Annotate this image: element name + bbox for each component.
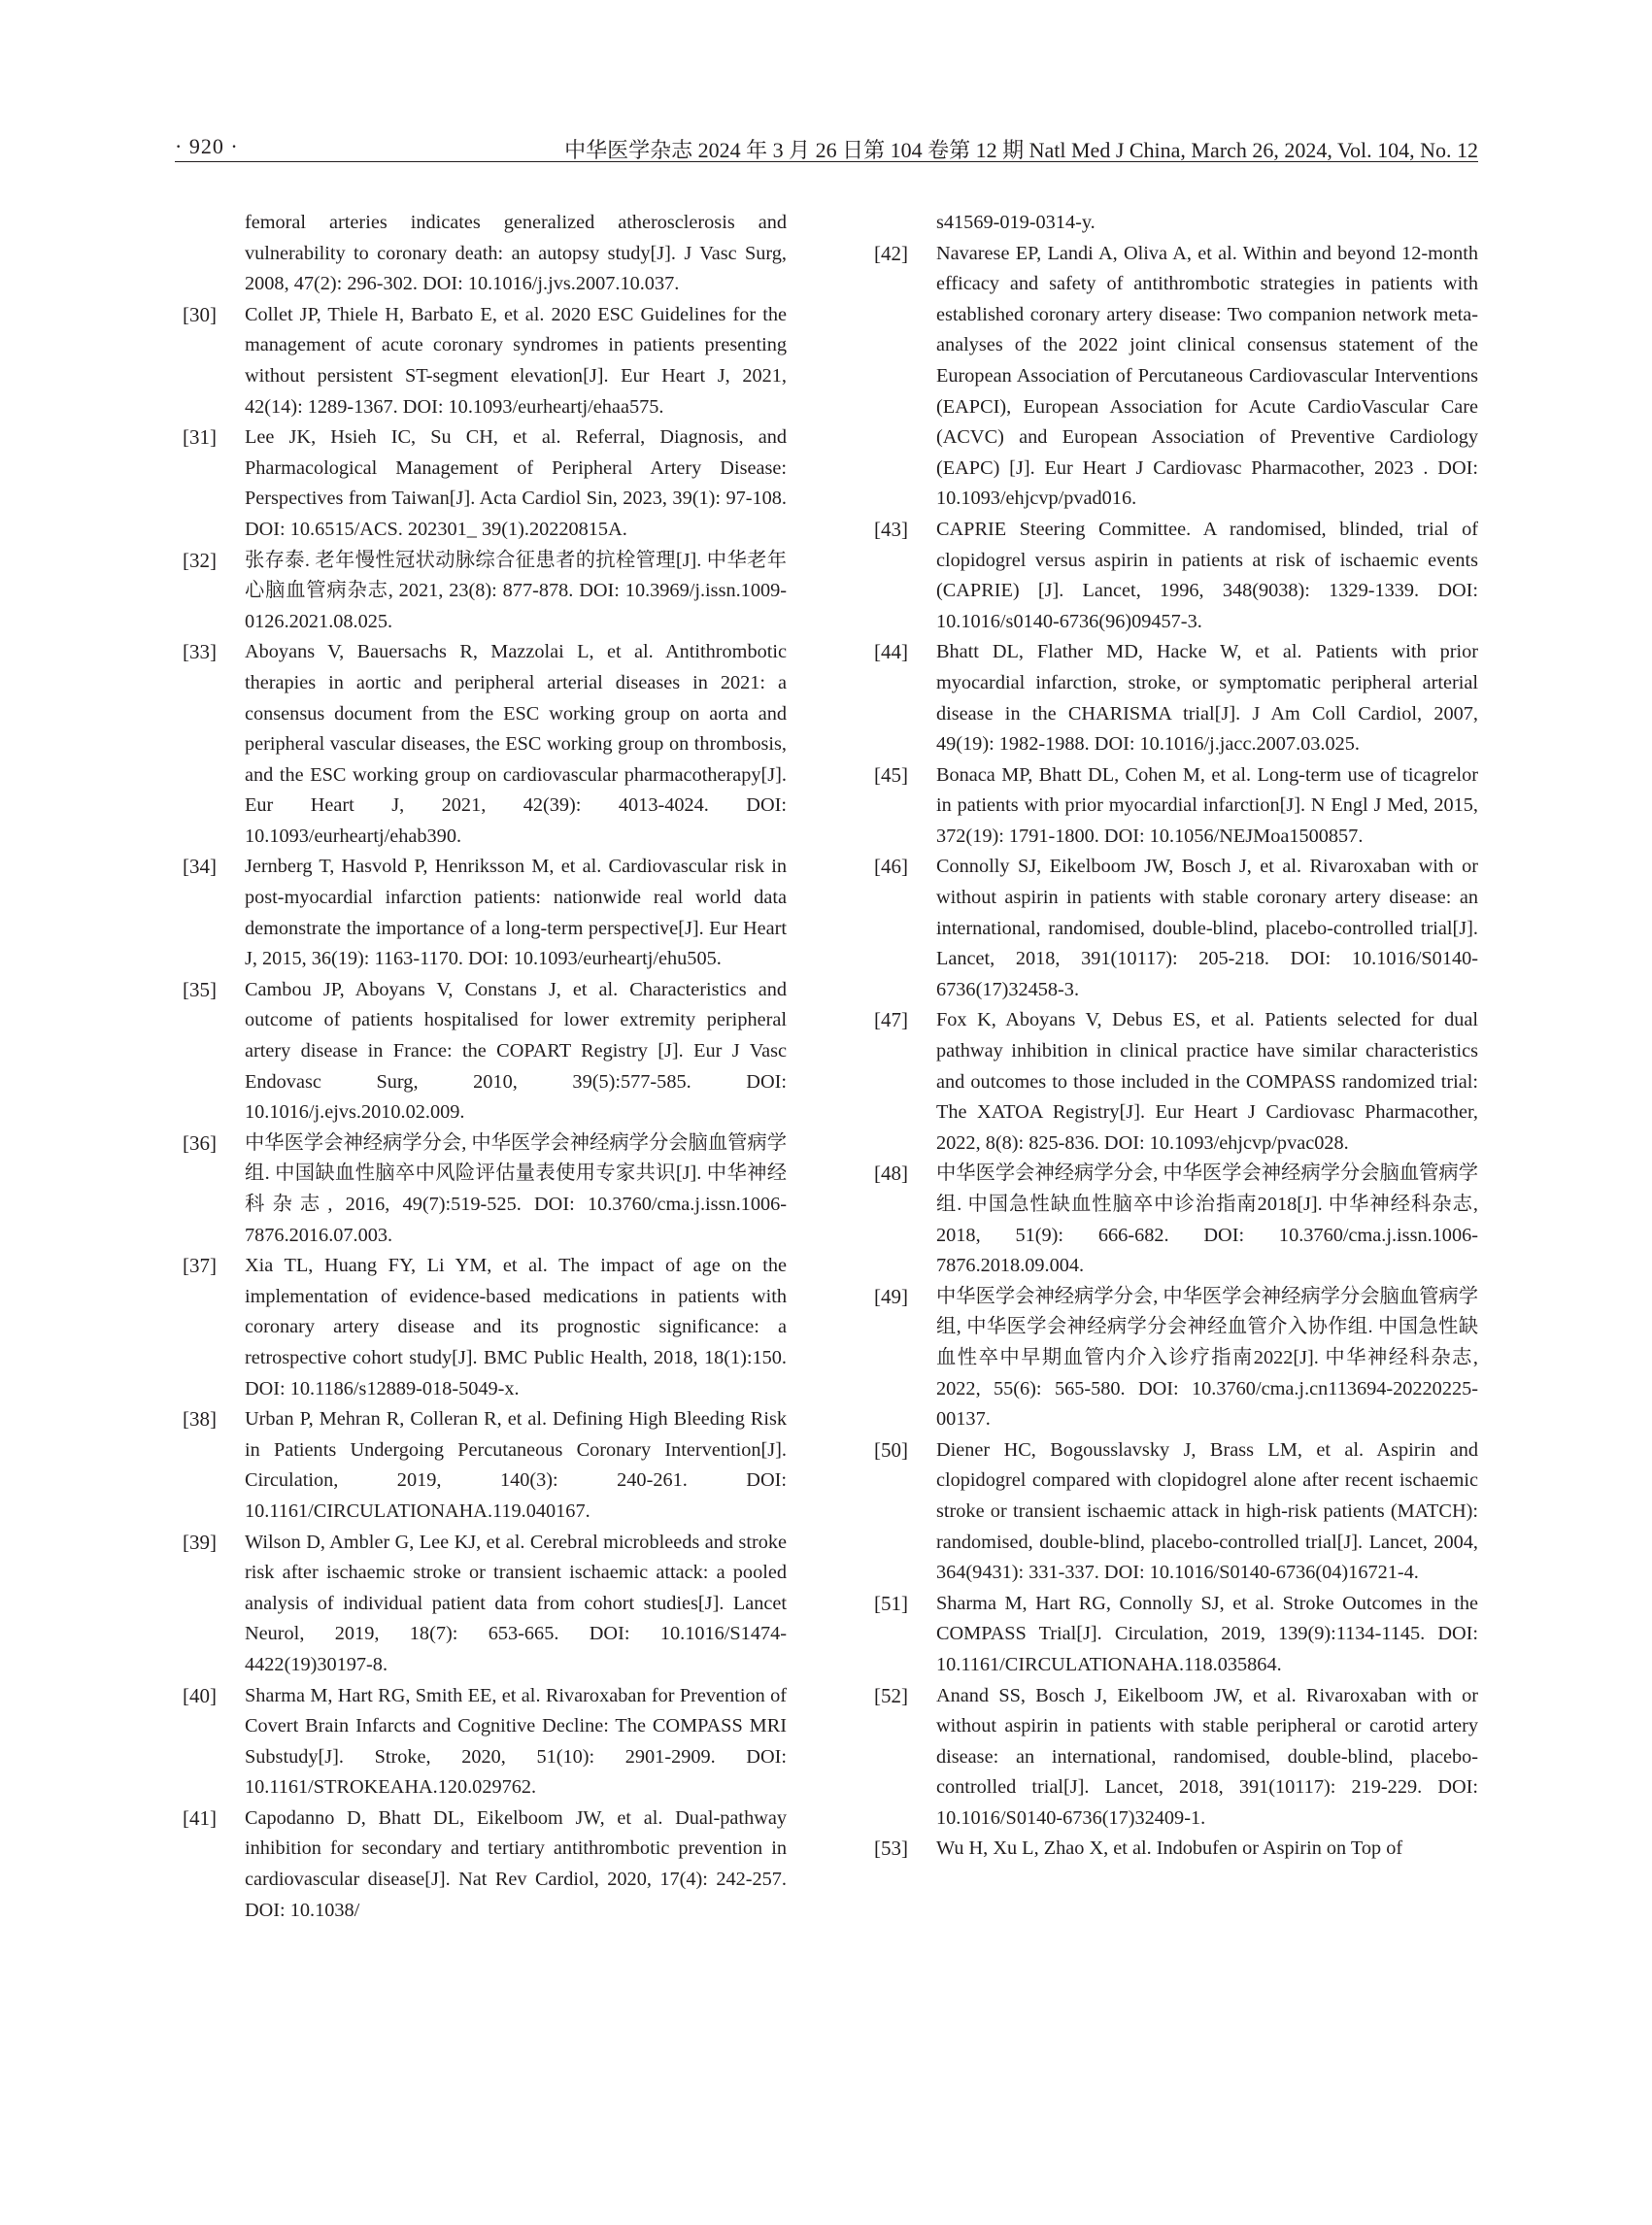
reference-text: Wilson D, Ambler G, Lee KJ, et al. Cerebral microbleeds and stroke risk after ischaemic stroke or transient ischaemic attack: a pooled analysis of individual patient data from cohort studies[J]. Lancet Neurol, 2019, 18(7): 653-665. DOI: 10.1016/S1474-4422(19)30197-8.	[245, 1531, 787, 1675]
reference-text: Diener HC, Bogousslavsky J, Brass LM, et al. Aspirin and clopidogrel compared with clopidogrel alone after recent ischaemic stroke or transient ischaemic attack in high-risk patients (MATCH): randomised, double-blind, placebo-controlled trial[J]. Lancet, 2004, 364(9431): 331-337. DOI: 10.1016/S0140-6736(04)16721-4.	[936, 1438, 1478, 1584]
reference-item	[175, 546, 787, 638]
reference-number: [51]	[874, 1591, 908, 1615]
reference-number: [33]	[183, 640, 217, 664]
reference-item	[175, 1681, 787, 1804]
reference-text: Connolly SJ, Eikelboom JW, Bosch J, et al. Rivaroxaban with or without aspirin in patients with stable coronary artery disease: an international, randomised, double-blind, placebo-controlled trial[J]. Lancet, 2018, 391(10117): 205-218. DOI: 10.1016/S0140-6736(17)32458-3.	[936, 856, 1478, 1000]
reference-text: 中华医学会神经病学分会, 中华医学会神经病学分会脑血管病学组. 中国急性缺血性脑卒中诊治指南2018[J]. 中华神经科杂志, 2018, 51(9): 666-682. DOI: 10.3760/cma.j.issn.1006-7876.2018.09.004.	[936, 1163, 1478, 1277]
reference-list-right	[866, 239, 1478, 1865]
reference-text: Bonaca MP, Bhatt DL, Cohen M, et al. Long-term use of ticagrelor in patients with prior myocardial infarction[J]. N Engl J Med, 2015, 372(19): 1791-1800. DOI: 10.1056/NEJMoa1500857.	[936, 763, 1478, 847]
reference-text: Wu H, Xu L, Zhao X, et al. Indobufen or Aspirin on Top of	[936, 1837, 1403, 1860]
reference-text: Sharma M, Hart RG, Connolly SJ, et al. Stroke Outcomes in the COMPASS Trial[J]. Circulation, 2019, 139(9):1134-1145. DOI: 10.1161/CIRCULATIONAHA.118.035864.	[936, 1592, 1478, 1675]
reference-number: [52]	[874, 1683, 908, 1707]
reference-item	[866, 515, 1478, 637]
reference-text: 中华医学会神经病学分会, 中华医学会神经病学分会脑血管病学组, 中华医学会神经病学分会神经血管介入协作组. 中国急性缺血性卒中早期血管内介入诊疗指南2022[J]. 中华神经科杂志, 2022, 55(6): 565-580. DOI: 10.3760/cma.j.cn113694-20220225-00137.	[936, 1285, 1478, 1431]
reference-item	[866, 1589, 1478, 1681]
reference-item	[866, 637, 1478, 759]
reference-item	[175, 1804, 787, 1926]
reference-number: [49]	[874, 1284, 908, 1308]
running-header	[175, 134, 1478, 163]
reference-number: [35]	[183, 977, 217, 1001]
reference-item	[866, 760, 1478, 853]
reference-number: [38]	[183, 1407, 217, 1432]
reference-continuation	[175, 208, 787, 300]
left-reference-column	[175, 208, 787, 1926]
right-reference-column	[866, 208, 1478, 1865]
reference-item	[866, 1159, 1478, 1281]
reference-number: [34]	[183, 855, 217, 879]
reference-item	[175, 422, 787, 545]
reference-item	[866, 852, 1478, 1005]
reference-item	[866, 1834, 1478, 1865]
reference-number: [53]	[874, 1837, 908, 1861]
reference-item	[866, 1681, 1478, 1835]
reference-number: [39]	[183, 1530, 217, 1554]
reference-text: 张存泰. 老年慢性冠状动脉综合征患者的抗栓管理[J]. 中华老年心脑血管病杂志, 2021, 23(8): 877-878. DOI: 10.3969/j.issn.1009-0126.2021.08.025.	[245, 549, 787, 632]
reference-number: [50]	[874, 1437, 908, 1462]
reference-item	[175, 1129, 787, 1251]
reference-number: [48]	[874, 1162, 908, 1186]
reference-item	[175, 975, 787, 1129]
reference-item	[866, 1005, 1478, 1159]
reference-continuation-text: femoral arteries indicates generalized atherosclerosis and vulnerability to coronary death: an autopsy study[J]. J Vasc Surg, 2008, 47(2): 296-302. DOI: 10.1016/j.jvs.2007.10.037.	[245, 212, 787, 295]
page-number: · 920 ·	[175, 134, 239, 158]
reference-text: 中华医学会神经病学分会, 中华医学会神经病学分会脑血管病学组. 中国缺血性脑卒中风险评估量表使用专家共识[J]. 中华神经科杂志, 2016, 49(7):519-525. DOI: 10.3760/cma.j.issn.1006-7876.2016.07.003.	[245, 1131, 787, 1246]
reference-item	[175, 1404, 787, 1527]
reference-text: Aboyans V, Bauersachs R, Mazzolai L, et al. Antithrombotic therapies in aortic and peripheral arterial diseases in 2021: a consensus document from the ESC working group on aorta and peripheral vascular diseases, the ESC working group on thrombosis, and the ESC working group on cardiovascular pharmacotherapy[J]. Eur Heart J, 2021, 42(39): 4013-4024. DOI: 10.1093/eurheartj/ehab390.	[245, 641, 787, 847]
reference-text: Urban P, Mehran R, Colleran R, et al. Defining High Bleeding Risk in Patients Undergoing Percutaneous Coronary Intervention[J]. Circulation, 2019, 140(3): 240-261. DOI: 10.1161/CIRCULATIONAHA.119.040167.	[245, 1408, 787, 1522]
reference-number: [30]	[183, 302, 217, 326]
reference-item	[866, 1435, 1478, 1589]
reference-number: [46]	[874, 855, 908, 879]
reference-item	[175, 1528, 787, 1681]
reference-text: Bhatt DL, Flather MD, Hacke W, et al. Patients with prior myocardial infarction, stroke, or symptomatic peripheral arterial disease in the CHARISMA trial[J]. J Am Coll Cardiol, 2007, 49(19): 1982-1988. DOI: 10.1016/j.jacc.2007.03.025.	[936, 641, 1478, 756]
reference-item	[175, 637, 787, 852]
reference-number: [47]	[874, 1008, 908, 1032]
reference-number: [43]	[874, 517, 908, 541]
reference-continuation-text: s41569-019-0314-y.	[936, 212, 1096, 233]
reference-text: Sharma M, Hart RG, Smith EE, et al. Rivaroxaban for Prevention of Covert Brain Infarcts and Cognitive Decline: The COMPASS MRI Substudy[J]. Stroke, 2020, 51(10): 2901-2909. DOI: 10.1161/STROKEAHA.120.029762.	[245, 1684, 787, 1799]
reference-number: [45]	[874, 762, 908, 787]
reference-continuation	[866, 208, 1478, 239]
reference-text: Collet JP, Thiele H, Barbato E, et al. 2020 ESC Guidelines for the management of acute coronary syndromes in patients presenting without persistent ST-segment elevation[J]. Eur Heart J, 2021, 42(14): 1289-1367. DOI: 10.1093/eurheartj/ehaa575.	[245, 303, 787, 418]
reference-number: [37]	[183, 1254, 217, 1278]
reference-text: Lee JK, Hsieh IC, Su CH, et al. Referral, Diagnosis, and Pharmacological Management of Peripheral Artery Disease: Perspectives from Taiwan[J]. Acta Cardiol Sin, 2023, 39(1): 97-108. DOI: 10.6515/ACS. 202301_ 39(1).20220815A.	[245, 426, 787, 540]
reference-number: [44]	[874, 640, 908, 664]
reference-item	[866, 239, 1478, 515]
reference-item	[866, 1282, 1478, 1435]
reference-text: Cambou JP, Aboyans V, Constans J, et al. Characteristics and outcome of patients hospitalised for lower extremity peripheral artery disease in France: the COPART Registry [J]. Eur J Vasc Endovasc Surg, 2010, 39(5):577-585. DOI: 10.1016/j.ejvs.2010.02.009.	[245, 978, 787, 1124]
reference-list-left	[175, 300, 787, 1926]
reference-number: [42]	[874, 241, 908, 265]
reference-item	[175, 852, 787, 974]
reference-number: [32]	[183, 548, 217, 572]
reference-text: Jernberg T, Hasvold P, Henriksson M, et al. Cardiovascular risk in post-myocardial infarction patients: nationwide real world data demonstrate the importance of a long-term perspective[J]. Eur Heart J, 2015, 36(19): 1163-1170. DOI: 10.1093/eurheartj/ehu505.	[245, 856, 787, 970]
reference-number: [36]	[183, 1130, 217, 1155]
reference-number: [41]	[183, 1805, 217, 1830]
reference-number: [31]	[183, 425, 217, 450]
reference-text: Xia TL, Huang FY, Li YM, et al. The impact of age on the implementation of evidence-based medications in patients with coronary artery disease and its prognostic significance: a retrospective cohort study[J]. BMC Public Health, 2018, 18(1):150. DOI: 10.1186/s12889-018-5049-x.	[245, 1255, 787, 1399]
reference-text: Anand SS, Bosch J, Eikelboom JW, et al. Rivaroxaban with or without aspirin in patients with stable peripheral or carotid artery disease: an international, randomised, double-blind, placebo-controlled trial[J]. Lancet, 2018, 391(10117): 219-229. DOI: 10.1016/S0140-6736(17)32409-1.	[936, 1684, 1478, 1829]
reference-item	[175, 300, 787, 422]
header-rule	[175, 161, 1478, 162]
reference-item	[175, 1251, 787, 1404]
journal-citation-line: 中华医学杂志 2024 年 3 月 26 日第 104 卷第 12 期 Natl Med J China, March 26, 2024, Vol. 104, No. 12	[564, 138, 1478, 162]
reference-text: Navarese EP, Landi A, Oliva A, et al. Within and beyond 12-month efficacy and safety of antithrombotic strategies in patients with established coronary artery disease: Two companion network meta-analyses of the 2022 joint clinical consensus statement of the European Association of Percutaneous Cardiovascular Interventions (EAPCI), European Association for Acute CardioVascular Care (ACVC) and European Association of Preventive Cardiology (EAPC) [J]. Eur Heart J Cardiovasc Pharmacother, 2023 . DOI: 10.1093/ehjcvp/pvad016.	[936, 242, 1478, 510]
reference-text: Capodanno D, Bhatt DL, Eikelboom JW, et al. Dual-pathway inhibition for secondary and tertiary antithrombotic prevention in cardiovascular disease[J]. Nat Rev Cardiol, 2020, 17(4): 242-257. DOI: 10.1038/	[245, 1806, 787, 1921]
reference-text: Fox K, Aboyans V, Debus ES, et al. Patients selected for dual pathway inhibition in clinical practice have similar characteristics and outcomes to those included in the COMPASS randomized trial: The XATOA Registry[J]. Eur Heart J Cardiovasc Pharmacother, 2022, 8(8): 825-836. DOI: 10.1093/ehjcvp/pvac028.	[936, 1009, 1478, 1154]
reference-number: [40]	[183, 1683, 217, 1707]
reference-text: CAPRIE Steering Committee. A randomised, blinded, trial of clopidogrel versus aspirin in patients at risk of ischaemic events (CAPRIE) [J]. Lancet, 1996, 348(9038): 1329-1339. DOI: 10.1016/s0140-6736(96)09457-3.	[936, 518, 1478, 632]
